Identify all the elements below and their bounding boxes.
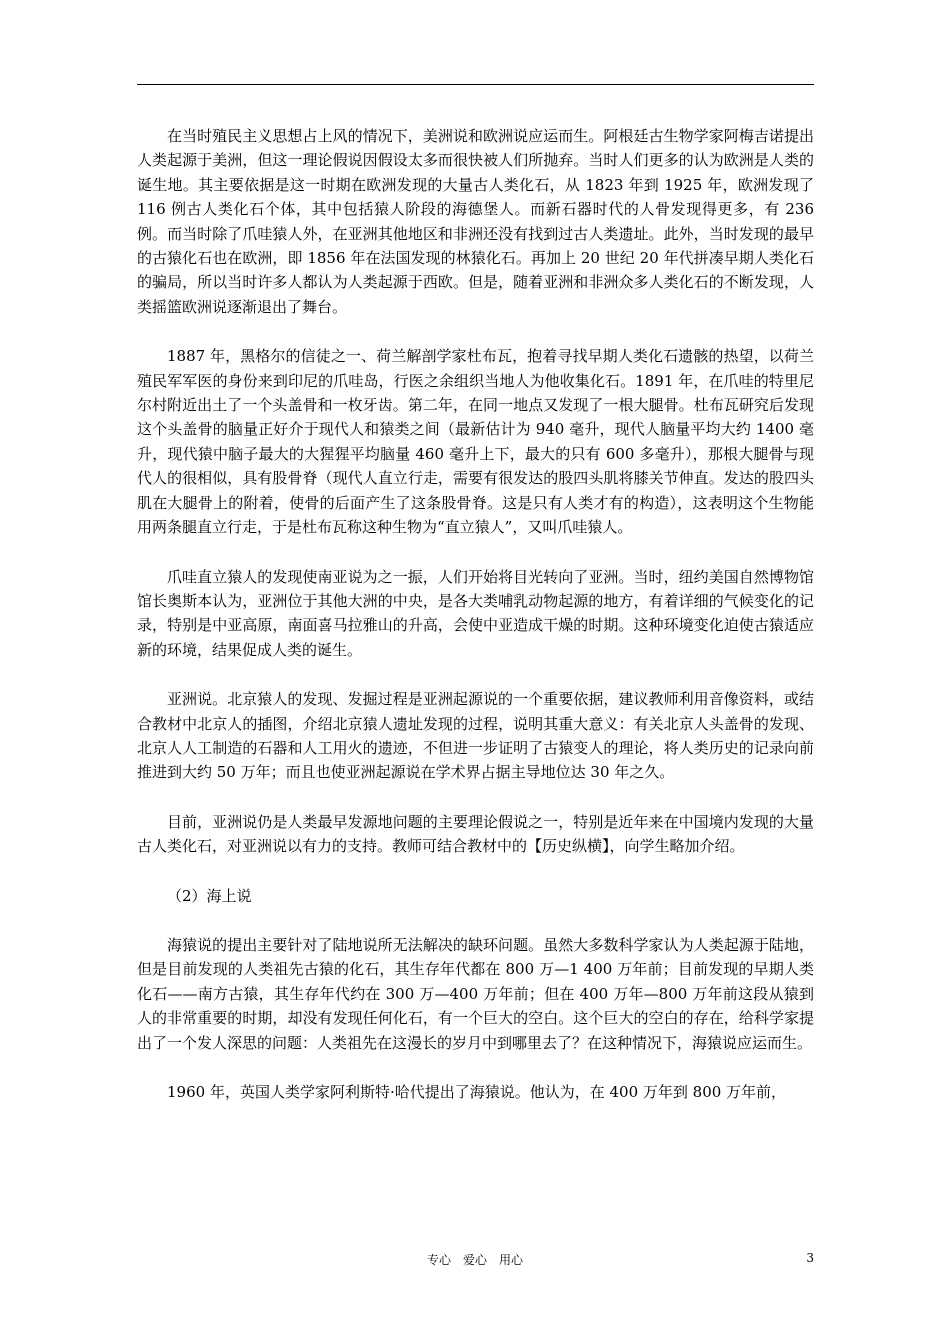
paragraph-hardy-1960: 1960 年，英国人类学家阿利斯特·哈代提出了海猿说。他认为，在 400 万年到 800 万年前， [167, 1083, 787, 1101]
paragraph-aquatic-ape: 海猿说的提出主要针对了陆地说所无法解决的缺环问题。虽然大多数科学家认为人类起源于陆地，但是目前发现的人类祖先古猿的化石，其生存年代都在 800 万—1 400 万年前；目前发现的早期人类化石——南方古猿，其生存年代约在 300 万—400 万年前；但在 400 万年—800 万年前这段从猿到人的非常重要的时期，却没有发现任何化石，有一个巨大的空白。这个巨大的空白的存在，给科学家提出了一个发人深思的问题：人类祖先在这漫长的岁月中到哪里去了？在这种情况下，海猿说应运而生。 [137, 935, 814, 1052]
page-footer [0, 1251, 950, 1271]
paragraph-asia-current: 目前，亚洲说仍是人类最早发源地问题的主要理论假说之一，特别是近年来在中国境内发现的大量古人类化石，对亚洲说以有力的支持。教师可结合教材中的【历史纵横】，向学生略加介绍。 [137, 812, 814, 856]
paragraph-europe-theory: 在当时殖民主义思想占上风的情况下，美洲说和欧洲说应运而生。阿根廷古生物学家阿梅吉诺提出人类起源于美洲，但这一理论假说因假设太多而很快被人们所抛弃。当时人们更多的认为欧洲是人类的诞生地。其主要依据是这一时期在欧洲发现的大量古人类化石，从 1823 年到 1925 年，欧洲发现了 116 例古人类化石个体，其中包括猿人阶段的海德堡人。而新石器时代的人骨发现得更多，有 236 例。而当时除了爪哇猿人外，在亚洲其他地区和非洲还没有找到过古人类遗址。此外，当时发现的最早的古猿化石也在欧洲，即 1856 年在法国发现的林猿化石。再加上 20 世纪 20 年代拼凑早期人类化石的骗局，所以当时许多人都认为人类起源于西欧。但是，随着亚洲和非洲众多人类化石的不断发现，人类摇篮欧洲说逐渐退出了舞台。 [137, 127, 814, 316]
paragraph-south-asia-theory: 爪哇直立猿人的发现使南亚说为之一振，人们开始将目光转向了亚洲。当时，纽约美国自然博物馆馆长奥斯本认为，亚洲位于其他大洲的中央，是各大类哺乳动物起源的地方，有着详细的气候变化的记录，特别是中亚高原，南面喜马拉雅山的升高，会使中亚造成干燥的时期。这种环境变化迫使古猿适应新的环境，结果促成人类的诞生。 [137, 567, 814, 659]
document-body [137, 124, 814, 1129]
paragraph-java-man: 1887 年，黑格尔的信徒之一、荷兰解剖学家杜布瓦，抱着寻找早期人类化石遗骸的热望，以荷兰殖民军军医的身份来到印尼的爪哇岛，行医之余组织当地人为他收集化石。1891 年，在爪哇的特里尼尔村附近出土了一个头盖骨和一枚牙齿。第二年，在同一地点又发现了一根大腿骨。杜布瓦研究后发现这个头盖骨的脑量正好介于现代人和猿类之间（最新估计为 940 毫升，现代人脑量平均大约 1400 毫升，现代猿中脑子最大的大猩猩平均脑量 460 毫升上下，最大的只有 600 多毫升），那根大腿骨与现代人的很相似，具有股骨脊（现代人直立行走，需要有很发达的股四头肌将膝关节伸直。发达的股四头肌在大腿骨上的附着，使骨的后面产生了这条股骨脊。这是只有人类才有的构造），这表明这个生物能用两条腿直立行走，于是杜布瓦称这种生物为“直立猿人”，又叫爪哇猿人。 [137, 347, 814, 537]
paragraph-asia-theory: 亚洲说。北京猿人的发现、发掘过程是亚洲起源说的一个重要依据，建议教师利用音像资料，或结合教材中北京人的插图，介绍北京猿人遗址发现的过程，说明其重大意义：有关北京人头盖骨的发现、北京人人工制造的石器和人工用火的遗迹，不但进一步证明了古猿变人的理论，将人类历史的记录向前推进到大约 50 万年；而且也使亚洲起源说在学术界占据主导地位达 30 年之久。 [137, 690, 814, 782]
footer-motto: 专心 爱心 用心 [426, 1253, 523, 1267]
section-heading-sea-theory: （2）海上说 [167, 886, 252, 905]
page-number: 3 [806, 1251, 814, 1265]
header-rule [137, 84, 814, 85]
